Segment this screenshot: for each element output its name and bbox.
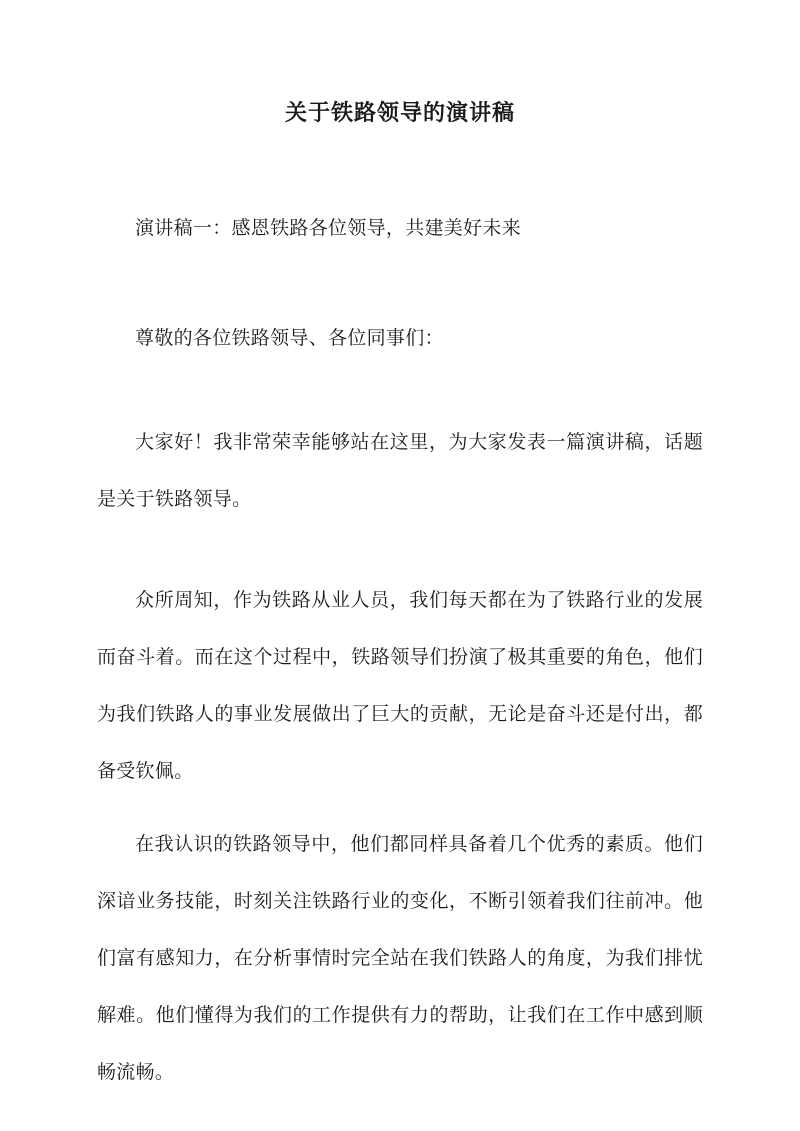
salutation: 尊敬的各位铁路领导、各位同事们：	[135, 327, 444, 349]
paragraph-greeting: 大家好！我非常荣幸能够站在这里，为大家发表一篇演讲稿，话题是关于铁路领导。	[97, 431, 703, 510]
paragraph-role-of-leaders: 众所周知，作为铁路从业人员，我们每天都在为了铁路行业的发展而奋斗着。而在这个过程中，铁路领导们扮演了极其重要的角色，他们为我们铁路人的事业发展做出了巨大的贡献，无论是奋斗还是付出，都备受钦佩。	[97, 589, 703, 782]
speech-subtitle: 演讲稿一：感恩铁路各位领导，共建美好未来	[135, 217, 522, 239]
document-title: 关于铁路领导的演讲稿	[284, 100, 515, 126]
paragraph-leader-qualities: 在我认识的铁路领导中，他们都同样具备着几个优秀的素质。他们深谙业务技能，时刻关注铁路行业的变化，不断引领着我们往前冲。他们富有感知力，在分析事情时完全站在我们铁路人的角度，为我们排忧解难。他们懂得为我们的工作提供有力的帮助，让我们在工作中感到顺畅流畅。	[97, 833, 703, 1083]
